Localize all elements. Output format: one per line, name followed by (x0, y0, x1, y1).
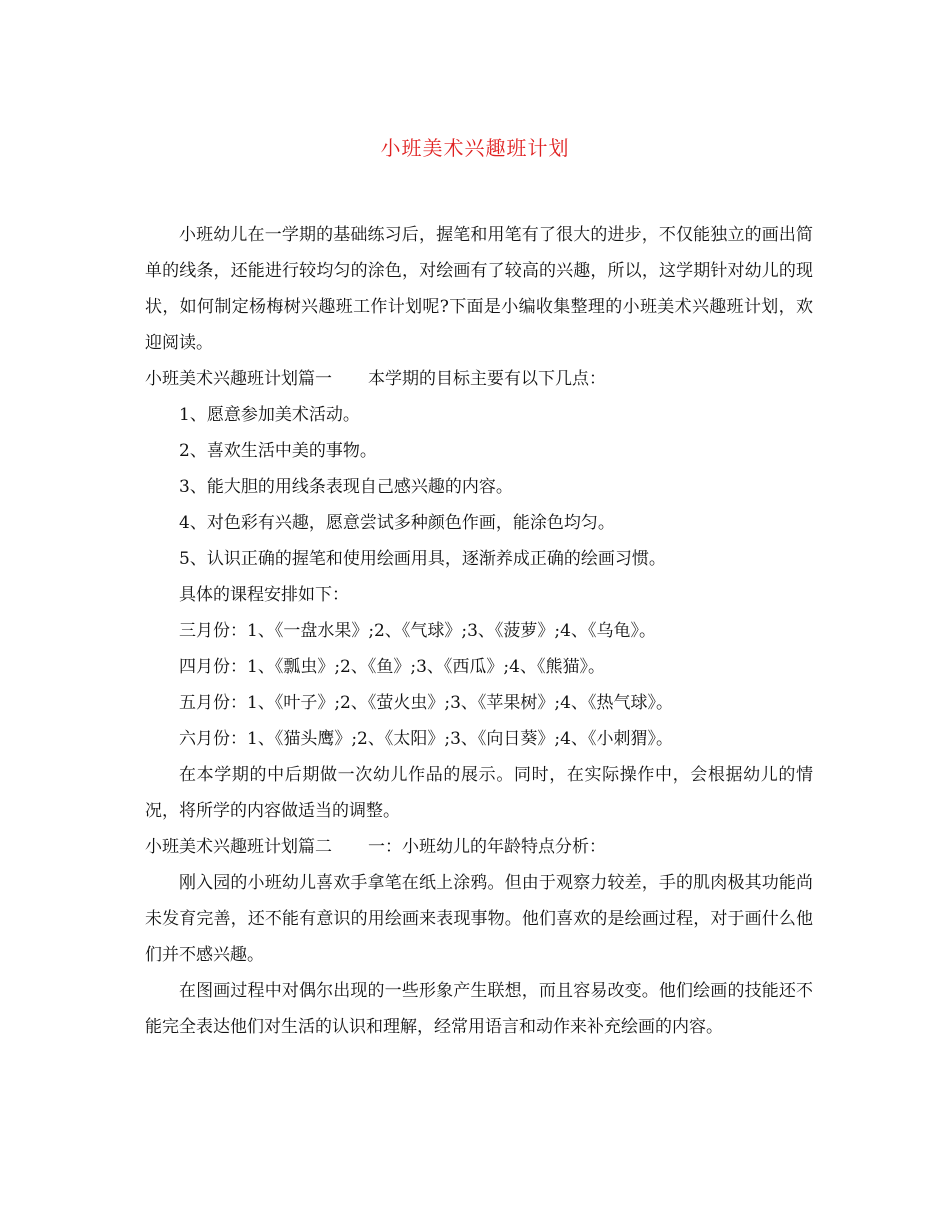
section-1-lead: 本学期的目标主要有以下几点： (368, 369, 606, 389)
schedule-item: 四月份：1、《瓢虫》;2、《鱼》;3、《西瓜》;4、《熊猫》。 (179, 657, 605, 677)
intro-paragraph: 小班幼儿在一学期的基础练习后，握笔和用笔有了很大的进步，不仅能独立的画出简单的线条，还能进行较均匀的涂色，对绘画有了较高的兴趣，所以，这学期针对幼儿的现状，如何制定杨梅树兴趣班工作计划呢?下面是小编收集整理的小班美术兴趣班计划，欢迎阅读。 (145, 225, 813, 353)
goal-item: 4、对色彩有兴趣，愿意尝试多种颜色作画，能涂色均匀。 (179, 513, 615, 533)
section-2-paragraph: 在图画过程中对偶尔出现的一些形象产生联想，而且容易改变。他们绘画的技能还不能完全表达他们对生活的认识和理解，经常用语言和动作来补充绘画的内容。 (145, 981, 813, 1037)
goal-item: 3、能大胆的用线条表现自己感兴趣的内容。 (179, 477, 513, 497)
section-1-closing: 在本学期的中后期做一次幼儿作品的展示。同时，在实际操作中，会根据幼儿的情况，将所学的内容做适当的调整。 (145, 765, 813, 821)
goal-item: 2、喜欢生活中美的事物。 (179, 441, 377, 461)
section-2-heading-line (145, 829, 813, 865)
section-1-heading-line (145, 361, 813, 397)
section-2-paragraph: 刚入园的小班幼儿喜欢手拿笔在纸上涂鸦。但由于观察力较差，手的肌肉极其功能尚未发育完善，还不能有意识的用绘画来表现事物。他们喜欢的是绘画过程，对于画什么他们并不感兴趣。 (145, 873, 813, 965)
section-2-lead: 一：小班幼儿的年龄特点分析： (368, 837, 606, 857)
goal-item: 5、认识正确的握笔和使用绘画用具，逐渐养成正确的绘画习惯。 (179, 549, 666, 569)
goal-item: 1、愿意参加美术活动。 (179, 405, 360, 425)
schedule-item: 六月份：1、《猫头鹰》;2、《太阳》;3、《向日葵》;4、《小刺猬》。 (179, 729, 673, 749)
schedule-intro: 具体的课程安排如下： (179, 585, 349, 605)
section-2-heading: 小班美术兴趣班计划篇二 (145, 837, 332, 857)
document-body (145, 217, 813, 1045)
document-title: 小班美术兴趣班计划 (380, 136, 570, 160)
schedule-item: 三月份：1、《一盘水果》;2、《气球》;3、《菠萝》;4、《乌龟》。 (179, 621, 656, 641)
section-1-heading: 小班美术兴趣班计划篇一 (145, 369, 332, 389)
schedule-item: 五月份：1、《叶子》;2、《萤火虫》;3、《苹果树》;4、《热气球》。 (179, 693, 673, 713)
